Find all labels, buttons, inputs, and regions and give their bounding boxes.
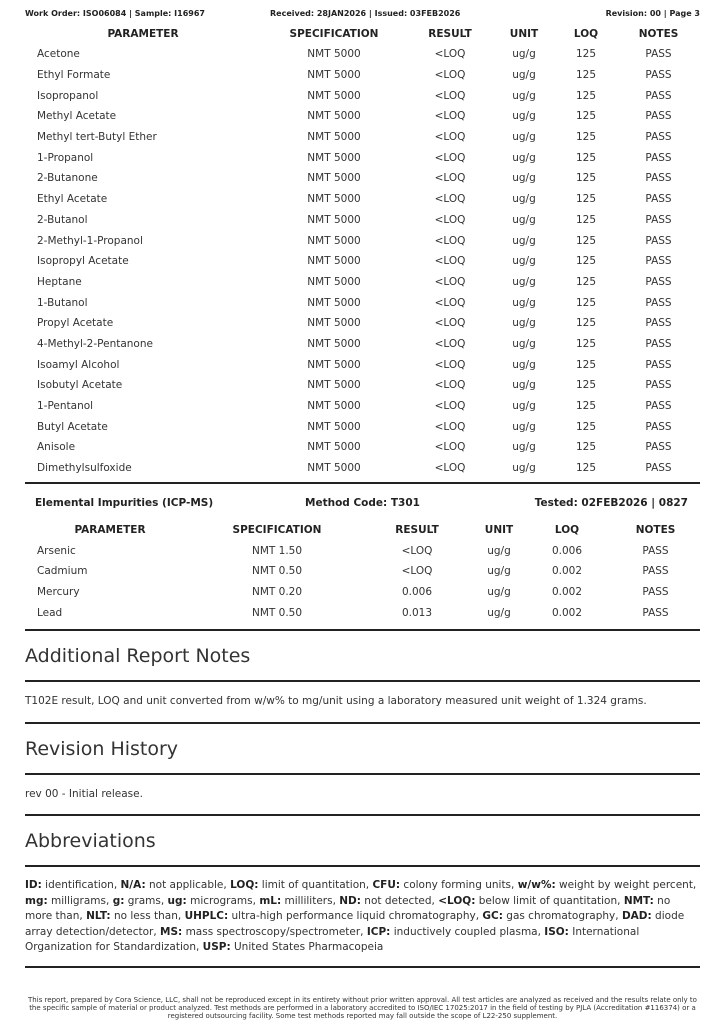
table-cell: NMT 5000 bbox=[307, 462, 361, 475]
parameter-cell: Isobutyl Acetate bbox=[37, 379, 123, 392]
table-cell: NMT 5000 bbox=[307, 317, 361, 330]
parameter-cell: 2-Methyl-1-Propanol bbox=[37, 234, 143, 247]
table-cell: PASS bbox=[642, 586, 669, 599]
table-cell: <LOQ bbox=[434, 358, 466, 371]
report-footer: This report, prepared by Cora Science, LLC, shall not be reproduced except in its entirety without prior written approval. All test articles are analyzed as received and the results relate only to the specific sample of material or product analyzed. Test methods are performed in a laboratory accredited to ISO/IEC 17025:2017 in the field of testing by PJLA (Accreditation #116374) or a registered outsourcing facility. Some test methods reported may fall outside the scope of L22-250 supplement. bbox=[28, 996, 697, 1020]
table-cell: <LOQ bbox=[434, 234, 466, 247]
abbreviation-term: NMT: bbox=[623, 894, 654, 907]
table-cell: 125 bbox=[575, 131, 597, 144]
table-cell: NMT 5000 bbox=[307, 275, 361, 288]
table-cell: 125 bbox=[575, 172, 597, 185]
table-cell: NMT 5000 bbox=[307, 69, 361, 82]
abbreviation-term: LOQ: bbox=[230, 879, 259, 892]
table-row bbox=[25, 189, 700, 210]
table-cell: 125 bbox=[575, 69, 597, 82]
table-cell: PASS bbox=[645, 462, 672, 475]
abbreviation-term: ND: bbox=[339, 894, 361, 907]
table-header-row bbox=[25, 24, 700, 44]
abbreviation-term: w/w%: bbox=[517, 879, 556, 892]
table-row bbox=[25, 272, 700, 293]
abbreviation-definition: milligrams, bbox=[47, 894, 113, 907]
table-cell: NMT 5000 bbox=[307, 358, 361, 371]
table-cell: <LOQ bbox=[434, 172, 466, 185]
parameter-cell: 1-Pentanol bbox=[37, 400, 94, 413]
table-row bbox=[25, 106, 700, 127]
table-cell: ug/g bbox=[512, 317, 536, 330]
abbreviation-definition: not detected, bbox=[360, 894, 439, 907]
abbreviation-definition: milliliters, bbox=[281, 894, 340, 907]
abbreviations-body bbox=[25, 867, 700, 966]
table-cell: <LOQ bbox=[434, 151, 466, 164]
table-cell: ug/g bbox=[512, 400, 536, 413]
table-cell: ug/g bbox=[512, 296, 536, 309]
table-cell: PASS bbox=[645, 400, 672, 413]
table-cell: 0.013 bbox=[401, 606, 433, 619]
table-cell: NMT 1.50 bbox=[251, 544, 303, 557]
table-cell: PASS bbox=[645, 193, 672, 206]
table-header-row bbox=[25, 520, 700, 540]
table-cell: ug/g bbox=[512, 255, 536, 268]
table-cell: <LOQ bbox=[434, 89, 466, 102]
abbreviation-term: ID: bbox=[25, 879, 42, 892]
table-cell: 0.002 bbox=[551, 565, 583, 578]
table-cell: PASS bbox=[645, 379, 672, 392]
table-cell: 125 bbox=[575, 193, 597, 206]
column-header: UNIT bbox=[484, 524, 514, 537]
abbreviation-definition: limit of quantitation, bbox=[258, 879, 373, 892]
table-cell: 125 bbox=[575, 420, 597, 433]
table-cell: PASS bbox=[645, 48, 672, 61]
table-cell: ug/g bbox=[487, 565, 511, 578]
abbreviation-definition: inductively coupled plasma, bbox=[390, 925, 545, 938]
table-cell: 125 bbox=[575, 358, 597, 371]
parameter-cell: Ethyl Formate bbox=[37, 69, 111, 82]
abbreviation-definition: weight by weight percent, bbox=[555, 879, 697, 892]
column-header: RESULT bbox=[428, 28, 472, 40]
table-cell: PASS bbox=[645, 110, 672, 123]
notes-body: T102E result, LOQ and unit converted from w/w% to mg/unit using a laboratory measured unit weight of 1.324 grams. bbox=[25, 695, 647, 708]
table-cell: PASS bbox=[645, 89, 672, 102]
abbreviation-definition: diode array detection/detector, bbox=[25, 910, 685, 938]
table-cell: PASS bbox=[645, 69, 672, 82]
table-cell: ug/g bbox=[487, 544, 511, 557]
table-cell: ug/g bbox=[512, 275, 536, 288]
abbreviation-term: mg: bbox=[25, 894, 48, 907]
table-row bbox=[25, 603, 700, 624]
table-row bbox=[25, 334, 700, 355]
table-cell: 125 bbox=[575, 48, 597, 61]
parameter-cell: Dimethylsulfoxide bbox=[37, 462, 132, 475]
abbreviation-definition: ultra-high performance liquid chromatography, bbox=[228, 910, 483, 923]
table-cell: NMT 5000 bbox=[307, 172, 361, 185]
table-cell: PASS bbox=[645, 420, 672, 433]
work-order-info: Work Order: ISO06084 | Sample: I16967 bbox=[25, 9, 205, 18]
parameter-cell: Butyl Acetate bbox=[37, 420, 108, 433]
table-row bbox=[25, 354, 700, 375]
notes-title: Additional Report Notes bbox=[25, 645, 251, 668]
abbreviation-term: MS: bbox=[160, 925, 183, 938]
table-cell: NMT 5000 bbox=[307, 255, 361, 268]
table-row bbox=[25, 85, 700, 106]
table-cell: NMT 5000 bbox=[307, 400, 361, 413]
table-cell: PASS bbox=[645, 131, 672, 144]
table-cell: <LOQ bbox=[434, 110, 466, 123]
abbreviation-term: mL: bbox=[259, 894, 282, 907]
abbreviation-term: ug: bbox=[167, 894, 187, 907]
table-cell: <LOQ bbox=[434, 213, 466, 226]
parameter-cell: Isopropanol bbox=[37, 89, 99, 102]
parameter-cell: Methyl tert-Butyl Ether bbox=[37, 131, 157, 144]
abbreviation-term: GC: bbox=[482, 910, 503, 923]
table-cell: ug/g bbox=[512, 172, 536, 185]
table-row bbox=[25, 313, 700, 334]
table-cell: NMT 5000 bbox=[307, 110, 361, 123]
table-cell: <LOQ bbox=[434, 441, 466, 454]
parameter-cell: Ethyl Acetate bbox=[37, 193, 108, 206]
parameter-cell: Anisole bbox=[37, 441, 76, 454]
table-row bbox=[25, 65, 700, 86]
table-cell: PASS bbox=[645, 317, 672, 330]
table-cell: NMT 5000 bbox=[307, 151, 361, 164]
table-cell: <LOQ bbox=[434, 296, 466, 309]
table-cell: PASS bbox=[642, 544, 669, 557]
table-cell: ug/g bbox=[512, 234, 536, 247]
table-cell: 125 bbox=[575, 400, 597, 413]
table-cell: NMT 0.20 bbox=[251, 586, 303, 599]
table-cell: NMT 5000 bbox=[307, 234, 361, 247]
table-cell: 125 bbox=[575, 151, 597, 164]
table-cell: NMT 0.50 bbox=[251, 606, 303, 619]
abbreviation-term: DAD: bbox=[621, 910, 652, 923]
table-cell: PASS bbox=[645, 275, 672, 288]
parameter-cell: Acetone bbox=[37, 48, 80, 61]
column-header: PARAMETER bbox=[74, 524, 146, 537]
revision-body: rev 00 - Initial release. bbox=[25, 787, 143, 800]
table-row bbox=[25, 210, 700, 231]
table-row bbox=[25, 396, 700, 417]
table-cell: NMT 5000 bbox=[307, 48, 361, 61]
table-cell: 125 bbox=[575, 255, 597, 268]
revision-page-info: Revision: 00 | Page 3 bbox=[605, 9, 700, 18]
abbreviation-definition: gas chromatography, bbox=[502, 910, 622, 923]
table-row bbox=[25, 168, 700, 189]
parameter-cell: Arsenic bbox=[37, 544, 76, 557]
tested-date: Tested: 02FEB2026 | 0827 bbox=[534, 497, 688, 510]
abbreviation-term: <LOQ: bbox=[438, 894, 476, 907]
table-cell: NMT 5000 bbox=[307, 89, 361, 102]
table-cell: PASS bbox=[645, 151, 672, 164]
abbreviation-term: CFU: bbox=[372, 879, 401, 892]
table-cell: ug/g bbox=[487, 586, 511, 599]
column-header: NOTES bbox=[635, 524, 676, 537]
table-cell: 0.002 bbox=[551, 606, 583, 619]
parameter-cell: 2-Butanone bbox=[37, 172, 98, 185]
table-cell: PASS bbox=[645, 337, 672, 350]
abbreviation-term: ICP: bbox=[366, 925, 391, 938]
table-cell: ug/g bbox=[512, 131, 536, 144]
abbreviation-definition: grams, bbox=[124, 894, 168, 907]
table-cell: ug/g bbox=[512, 69, 536, 82]
residual-solvents-table bbox=[25, 24, 700, 478]
residual-solvents-rows bbox=[25, 44, 700, 478]
table-cell: 125 bbox=[575, 441, 597, 454]
table-cell: <LOQ bbox=[434, 193, 466, 206]
table-cell: ug/g bbox=[512, 110, 536, 123]
abbreviation-definition: United States Pharmacopeia bbox=[230, 941, 384, 954]
abbreviation-definition: no more than, bbox=[25, 894, 671, 923]
abbreviation-definition: below limit of quantitation, bbox=[475, 894, 624, 907]
table-cell: PASS bbox=[645, 213, 672, 226]
abbreviation-term: N/A: bbox=[120, 879, 146, 892]
table-cell: NMT 5000 bbox=[307, 337, 361, 350]
table-cell: ug/g bbox=[512, 48, 536, 61]
abbreviation-definition: International Organization for Standardization, bbox=[25, 925, 640, 954]
table-cell: <LOQ bbox=[434, 400, 466, 413]
table-cell: ug/g bbox=[512, 193, 536, 206]
table-cell: 0.006 bbox=[551, 544, 583, 557]
table-cell: PASS bbox=[645, 441, 672, 454]
report-sheet bbox=[25, 24, 700, 968]
abbreviation-definition: identification, bbox=[41, 879, 121, 892]
table-cell: PASS bbox=[645, 358, 672, 371]
revision-title: Revision History bbox=[25, 737, 179, 760]
parameter-cell: Heptane bbox=[37, 275, 82, 288]
table-cell: PASS bbox=[642, 565, 669, 578]
table-row bbox=[25, 375, 700, 396]
table-cell: ug/g bbox=[512, 441, 536, 454]
table-cell: PASS bbox=[642, 606, 669, 619]
parameter-cell: 1-Butanol bbox=[37, 296, 88, 309]
column-header: LOQ bbox=[573, 28, 599, 40]
parameter-cell: 1-Propanol bbox=[37, 151, 94, 164]
table-row bbox=[25, 458, 700, 479]
elemental-impurities-table bbox=[25, 520, 700, 623]
report-header bbox=[25, 9, 700, 23]
received-issued-info: Received: 28JAN2026 | Issued: 03FEB2026 bbox=[270, 9, 461, 18]
abbreviation-definition: no less than, bbox=[110, 910, 185, 923]
table-cell: ug/g bbox=[512, 379, 536, 392]
parameter-cell: Propyl Acetate bbox=[37, 317, 114, 330]
table-cell: <LOQ bbox=[401, 565, 433, 578]
table-cell: PASS bbox=[645, 172, 672, 185]
parameter-cell: Lead bbox=[37, 606, 63, 619]
table-cell: <LOQ bbox=[434, 420, 466, 433]
table-cell: ug/g bbox=[487, 606, 511, 619]
table-cell: NMT 5000 bbox=[307, 193, 361, 206]
table-cell: PASS bbox=[645, 234, 672, 247]
table-cell: NMT 5000 bbox=[307, 379, 361, 392]
parameter-cell: 4-Methyl-2-Pentanone bbox=[37, 337, 153, 350]
table-cell: 125 bbox=[575, 337, 597, 350]
table-cell: 125 bbox=[575, 296, 597, 309]
table-cell: ug/g bbox=[512, 89, 536, 102]
table-cell: NMT 0.50 bbox=[251, 565, 303, 578]
elemental-impurities-rows bbox=[25, 540, 700, 623]
column-header: SPECIFICATION bbox=[232, 524, 322, 537]
table-cell: NMT 5000 bbox=[307, 441, 361, 454]
table-cell: NMT 5000 bbox=[307, 296, 361, 309]
table-cell: <LOQ bbox=[434, 255, 466, 268]
table-row bbox=[25, 292, 700, 313]
table-cell: ug/g bbox=[512, 151, 536, 164]
table-cell: 125 bbox=[575, 110, 597, 123]
table-cell: ug/g bbox=[512, 462, 536, 475]
table-cell: 125 bbox=[575, 234, 597, 247]
abbreviation-definition: micrograms, bbox=[186, 894, 260, 907]
table-row bbox=[25, 127, 700, 148]
abbreviation-term: NLT: bbox=[86, 910, 111, 923]
parameter-cell: Isopropyl Acetate bbox=[37, 255, 129, 268]
abbreviation-definition: mass spectroscopy/spectrometer, bbox=[182, 925, 367, 938]
elemental-section-header bbox=[25, 484, 700, 520]
table-cell: <LOQ bbox=[434, 379, 466, 392]
abbreviation-term: UHPLC: bbox=[184, 910, 229, 923]
table-row bbox=[25, 540, 700, 561]
table-cell: 125 bbox=[575, 379, 597, 392]
abbreviation-term: g: bbox=[112, 894, 125, 907]
parameter-cell: Isoamyl Alcohol bbox=[37, 358, 120, 371]
column-header: SPECIFICATION bbox=[289, 28, 379, 40]
parameter-cell: Methyl Acetate bbox=[37, 110, 117, 123]
table-cell: ug/g bbox=[512, 358, 536, 371]
table-row bbox=[25, 582, 700, 603]
table-cell: PASS bbox=[645, 255, 672, 268]
section-divider bbox=[25, 966, 700, 968]
table-cell: <LOQ bbox=[434, 337, 466, 350]
table-cell: <LOQ bbox=[401, 544, 433, 557]
table-cell: <LOQ bbox=[434, 317, 466, 330]
method-code: Method Code: T301 bbox=[305, 497, 420, 510]
column-header: NOTES bbox=[638, 28, 679, 40]
table-row bbox=[25, 44, 700, 65]
table-cell: <LOQ bbox=[434, 131, 466, 144]
table-cell: NMT 5000 bbox=[307, 131, 361, 144]
table-cell: <LOQ bbox=[434, 275, 466, 288]
column-header: UNIT bbox=[509, 28, 539, 40]
column-header: RESULT bbox=[395, 524, 439, 537]
table-row bbox=[25, 251, 700, 272]
table-row bbox=[25, 561, 700, 582]
table-cell: 125 bbox=[575, 275, 597, 288]
table-cell: ug/g bbox=[512, 337, 536, 350]
table-row bbox=[25, 437, 700, 458]
parameter-cell: Mercury bbox=[37, 586, 80, 599]
table-cell: NMT 5000 bbox=[307, 213, 361, 226]
table-cell: 125 bbox=[575, 213, 597, 226]
table-cell: 0.006 bbox=[401, 586, 433, 599]
abbreviations-title: Abbreviations bbox=[25, 830, 156, 853]
column-header: PARAMETER bbox=[107, 28, 179, 40]
table-cell: PASS bbox=[645, 296, 672, 309]
table-cell: 0.002 bbox=[551, 586, 583, 599]
table-row bbox=[25, 416, 700, 437]
table-cell: ug/g bbox=[512, 213, 536, 226]
table-cell: ug/g bbox=[512, 420, 536, 433]
abbreviation-term: USP: bbox=[202, 941, 231, 954]
table-cell: <LOQ bbox=[434, 48, 466, 61]
column-header: LOQ bbox=[554, 524, 580, 537]
table-cell: 125 bbox=[575, 317, 597, 330]
abbreviation-definition: colony forming units, bbox=[400, 879, 518, 892]
table-cell: NMT 5000 bbox=[307, 420, 361, 433]
abbreviation-definition: not applicable, bbox=[145, 879, 231, 892]
parameter-cell: Cadmium bbox=[37, 565, 88, 578]
table-cell: 125 bbox=[575, 89, 597, 102]
table-row bbox=[25, 230, 700, 251]
parameter-cell: 2-Butanol bbox=[37, 213, 88, 226]
table-cell: <LOQ bbox=[434, 462, 466, 475]
elemental-title: Elemental Impurities (ICP-MS) bbox=[35, 497, 214, 510]
abbreviation-term: ISO: bbox=[544, 925, 569, 938]
table-cell: <LOQ bbox=[434, 69, 466, 82]
table-cell: 125 bbox=[575, 462, 597, 475]
table-row bbox=[25, 147, 700, 168]
